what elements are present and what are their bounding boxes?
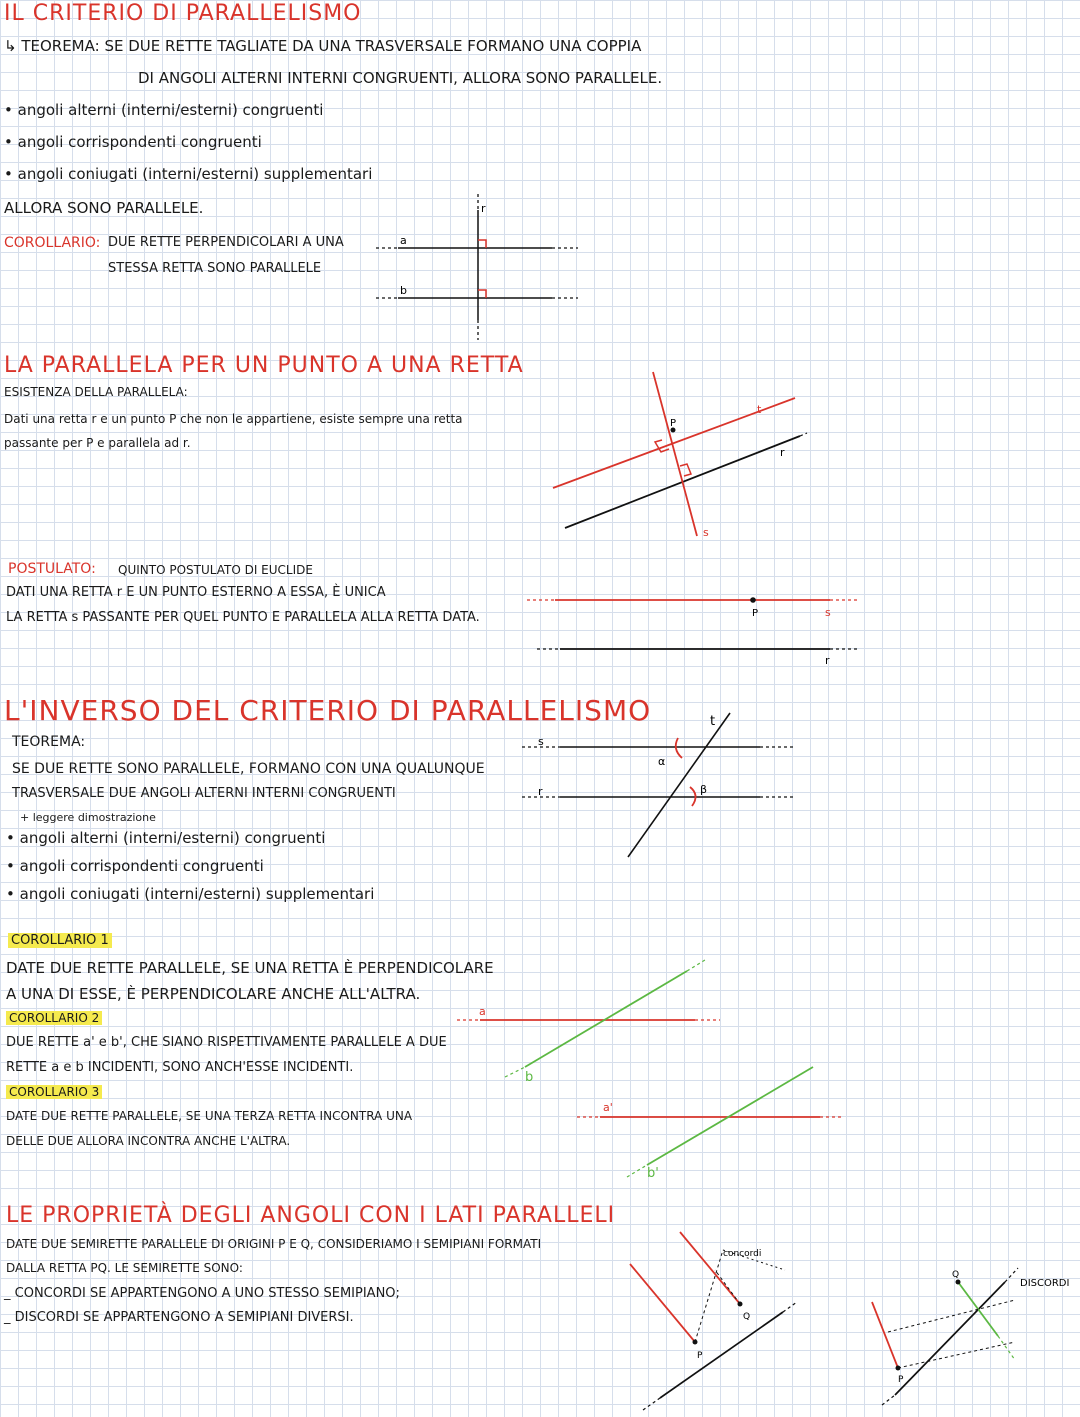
body-text: LA RETTA s PASSANTE PER QUEL PUNTO E PARALLELA ALLA RETTA DATA. <box>6 610 480 625</box>
postulate-figure <box>525 588 865 670</box>
postulate-label: POSTULATO: <box>8 561 96 577</box>
corollary-label: COROLLARIO: <box>4 235 101 251</box>
label-b: b <box>400 284 407 297</box>
body-text: passante per P e parallela ad r. <box>4 436 191 450</box>
body-text: A UNA DI ESSE, È PERPENDICOLARE ANCHE ALL'ALTRA. <box>6 985 421 1003</box>
conclusion-text: ALLORA SONO PARALLELE. <box>4 199 204 217</box>
section-title: L'INVERSO DEL CRITERIO DI PARALLELISMO <box>4 694 652 727</box>
label-Q: Q <box>952 1270 960 1280</box>
section-title: IL CRITERIO DI PARALLELISMO <box>4 1 362 26</box>
discordant-figure <box>850 1260 1075 1410</box>
corollary-label: COROLLARIO 3 <box>6 1086 102 1099</box>
section-title: LA PARALLELA PER UN PUNTO A UNA RETTA <box>4 353 524 378</box>
list-item: • angoli corrispondenti congruenti <box>4 134 262 151</box>
label-discordi: DISCORDI <box>1020 1278 1070 1289</box>
label-beta: β <box>700 783 708 796</box>
body-text: DATE DUE SEMIRETTE PARALLELE DI ORIGINI P E Q, CONSIDERIAMO I SEMIPIANI FORMATI <box>6 1237 542 1251</box>
body-text: RETTE a e b INCIDENTI, SONO ANCH'ESSE INCIDENTI. <box>6 1060 354 1075</box>
label-b-prime: b' <box>647 1166 659 1181</box>
note-text: + leggere dimostrazione <box>20 811 156 824</box>
theorem-label: TEOREMA: <box>12 734 86 750</box>
list-item: _ DISCORDI SE APPARTENGONO A SEMIPIANI DIVERSI. <box>4 1310 354 1325</box>
list-item: _ CONCORDI SE APPARTENGONO A UNO STESSO SEMIPIANO; <box>4 1286 400 1301</box>
theorem-line: DI ANGOLI ALTERNI INTERNI CONGRUENTI, ALLORA SONO PARALLELE. <box>138 69 663 87</box>
label-P: P <box>670 418 677 429</box>
postulate-name: QUINTO POSTULATO DI EUCLIDE <box>118 563 313 577</box>
concordant-figure <box>605 1222 815 1412</box>
label-P: P <box>697 1351 703 1361</box>
subtitle: ESISTENZA DELLA PARALLELA: <box>4 385 188 399</box>
label-s: s <box>825 606 831 619</box>
body-text: DUE RETTE a' e b', CHE SIANO RISPETTIVAMENTE PARALLELE A DUE <box>6 1035 447 1050</box>
label-r: r <box>825 654 830 667</box>
label-s: s <box>703 526 709 539</box>
list-item: • angoli corrispondenti congruenti <box>6 858 264 875</box>
label-P: P <box>752 608 759 619</box>
body-text: DATE DUE RETTE PARALLELE, SE UNA TERZA RETTA INCONTRA UNA <box>6 1109 413 1123</box>
label-b: b <box>525 1070 534 1085</box>
label-alpha: α <box>658 755 666 768</box>
label-P: P <box>898 1375 904 1385</box>
list-item: • angoli alterni (interni/esterni) congruenti <box>4 102 323 119</box>
parallel-point-figure <box>545 368 815 548</box>
label-a-prime: a' <box>603 1101 613 1114</box>
body-text: DATI UNA RETTA r E UN PUNTO ESTERNO A ESSA, È UNICA <box>6 585 386 600</box>
section-title: LE PROPRIETÀ DEGLI ANGOLI CON I LATI PARALLELI <box>6 1203 616 1228</box>
body-text: TRASVERSALE DUE ANGOLI ALTERNI INTERNI CONGRUENTI <box>12 786 396 801</box>
list-item: • angoli coniugati (interni/esterni) supplementari <box>6 886 374 903</box>
theorem-line: ↳ TEOREMA: SE DUE RETTE TAGLIATE DA UNA TRASVERSALE FORMANO UNA COPPIA <box>4 37 642 55</box>
body-text: DATE DUE RETTE PARALLELE, SE UNA RETTA È PERPENDICOLARE <box>6 959 494 977</box>
list-item: • angoli coniugati (interni/esterni) supplementari <box>4 166 372 183</box>
label-r: r <box>481 202 486 215</box>
corollary-label: COROLLARIO 1 <box>8 934 112 948</box>
label-t: t <box>710 714 716 729</box>
incident-lines-figure <box>455 955 850 1185</box>
body-text: SE DUE RETTE SONO PARALLELE, FORMANO CON UNA QUALUNQUE <box>12 761 485 777</box>
label-Q: Q <box>743 1312 751 1322</box>
inverse-figure <box>520 705 810 865</box>
label-r: r <box>538 785 543 798</box>
label-s: s <box>538 735 544 748</box>
label-r: r <box>780 446 785 459</box>
label-concordi: concordi <box>723 1249 762 1259</box>
corollary-text: STESSA RETTA SONO PARALLELE <box>108 261 322 276</box>
body-text: DALLA RETTA PQ. LE SEMIRETTE SONO: <box>6 1261 243 1275</box>
body-text: DELLE DUE ALLORA INCONTRA ANCHE L'ALTRA. <box>6 1134 291 1148</box>
label-a: a <box>400 234 407 247</box>
list-item: • angoli alterni (interni/esterni) congruenti <box>6 830 325 847</box>
corollary-label: COROLLARIO 2 <box>6 1012 102 1025</box>
corollary-text: DUE RETTE PERPENDICOLARI A UNA <box>108 235 344 250</box>
perpendicular-figure <box>370 190 590 345</box>
label-t: t <box>757 403 762 416</box>
label-a: a <box>479 1005 486 1018</box>
body-text: Dati una retta r e un punto P che non le appartiene, esiste sempre una retta <box>4 412 463 426</box>
